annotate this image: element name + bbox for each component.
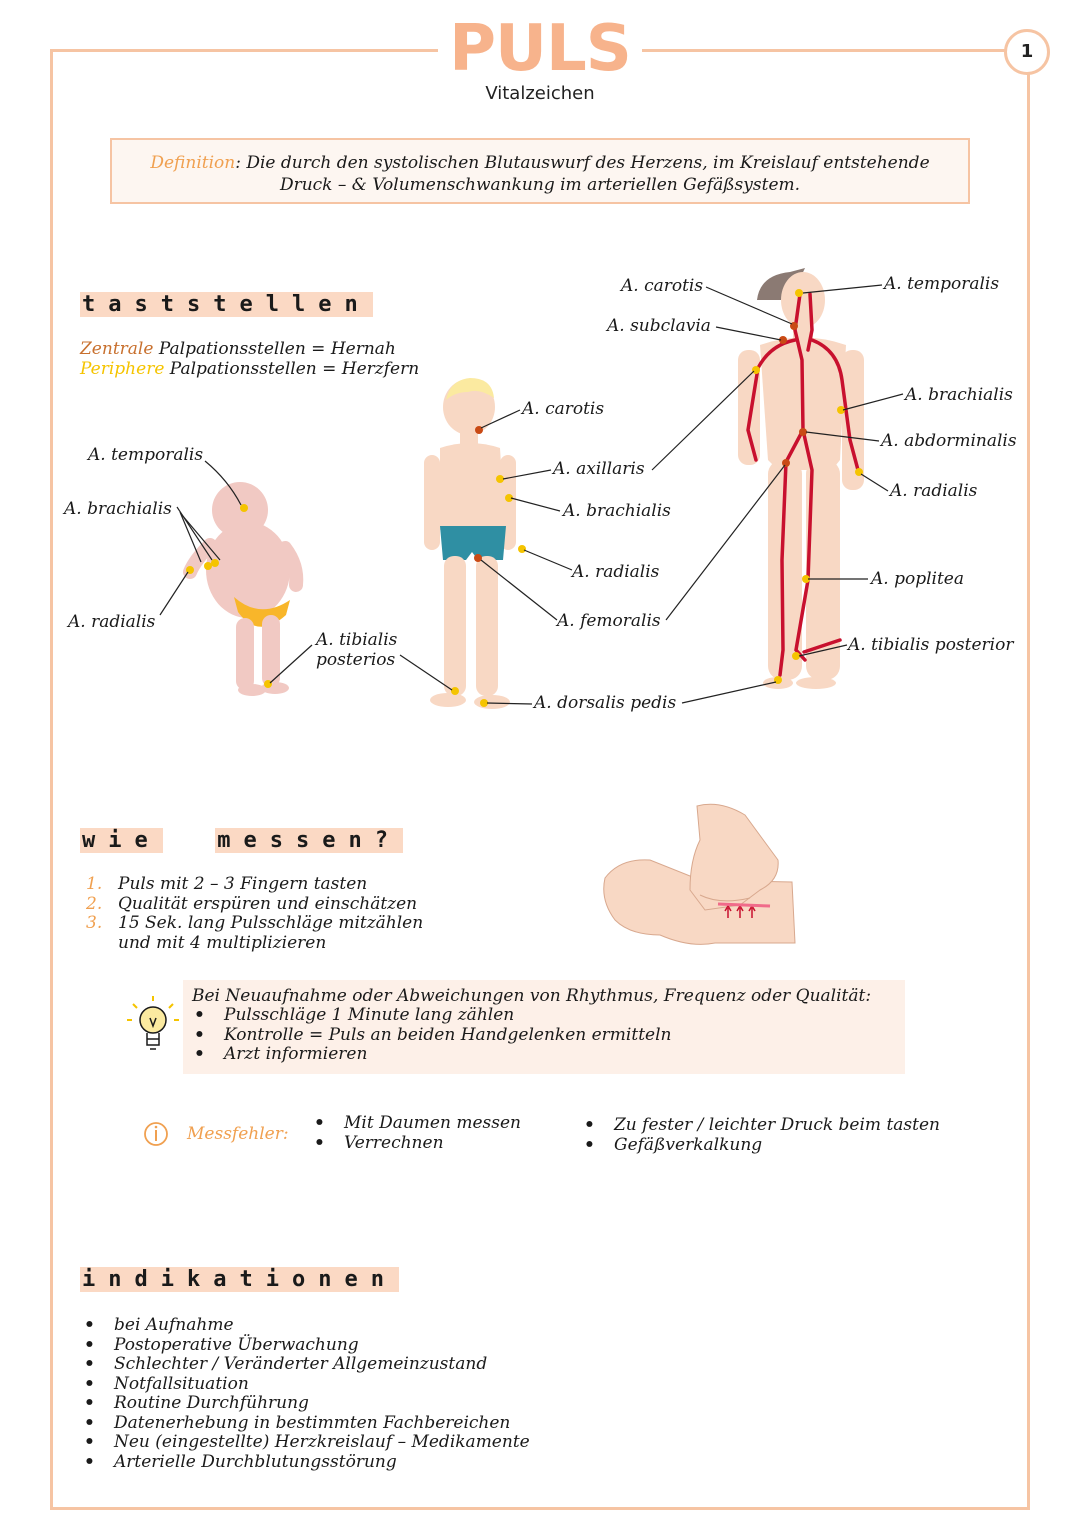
baby-figure: [186, 482, 296, 696]
list-item: • Notfallsituation: [82, 1375, 530, 1395]
messfehler-list-col1: [312, 1114, 521, 1153]
tip-intro: Bei Neuaufnahme oder Abweichungen von Rhythmus, Frequenz oder Qualität:: [192, 986, 872, 1006]
adult-label-abdorminalis: A. abdorminalis: [881, 431, 1017, 451]
adult-label-brachialis: A. brachialis: [905, 385, 1013, 405]
list-item: • Gefäßverkalkung: [582, 1136, 940, 1156]
list-item: • Zu fester / leichter Druck beim tasten: [582, 1116, 940, 1136]
indikationen-list: [82, 1316, 530, 1472]
child-label-dorsalis-pedis: A. dorsalis pedis: [534, 693, 677, 713]
definition-text-line2: Druck – & Volumenschwankung im arteriellen Gefäßsystem.: [279, 175, 801, 195]
baby-label-temporalis: A. temporalis: [88, 445, 204, 465]
lightbulb-icon: [127, 996, 179, 1049]
zentral-palpation-line: Zentrale Palpationsstellen = Hernah: [80, 339, 396, 359]
adult-label-radialis: A. radialis: [890, 481, 978, 501]
list-item: und mit 4 multiplizieren: [118, 932, 327, 953]
list-item: 1. Puls mit 2 – 3 Fingern tasten: [86, 874, 368, 894]
measure-steps-list: [86, 875, 423, 953]
adult-label-temporalis: A. temporalis: [884, 274, 1000, 294]
baby-label-tibialis: A. tibialis posterios: [316, 630, 398, 670]
list-item: • Schlechter / Veränderter Allgemeinzustand: [82, 1355, 530, 1375]
list-item: • Mit Daumen messen: [312, 1114, 521, 1134]
baby-label-radialis: A. radialis: [68, 612, 156, 632]
page-title: PULS: [449, 12, 631, 86]
page-subtitle: Vitalzeichen: [485, 83, 595, 104]
list-item: • Arterielle Durchblutungsstörung: [82, 1453, 530, 1473]
section-title-wie-messen: wie messen?: [82, 828, 401, 853]
list-item: • bei Aufnahme: [82, 1316, 530, 1336]
list-item: • Datenerhebung in bestimmten Fachbereichen: [82, 1414, 530, 1434]
list-item: • Neu (eingestellte) Herzkreislauf – Medikamente: [82, 1433, 530, 1453]
adult-label-carotis: A. carotis: [621, 276, 704, 296]
section-title-indikationen: indikationen: [82, 1267, 397, 1292]
adult-figure: [738, 268, 864, 689]
child-label-brachialis: A. brachialis: [563, 501, 671, 521]
list-item: • Pulsschläge 1 Minute lang zählen: [192, 1006, 671, 1026]
list-item: • Postoperative Überwachung: [82, 1336, 530, 1356]
list-item: • Routine Durchführung: [82, 1394, 530, 1414]
adult-label-poplitea: A. poplitea: [871, 569, 964, 589]
info-icon: [145, 1123, 167, 1145]
child-figure: [424, 378, 526, 709]
messfehler-list-col2: [582, 1116, 940, 1155]
definition-term: Definition: [150, 153, 236, 173]
child-label-femoralis: A. femoralis: [557, 611, 661, 631]
list-item: 3. 15 Sek. lang Pulsschläge mitzählen: [86, 913, 424, 933]
list-item: • Kontrolle = Puls an beiden Handgelenken ermitteln: [192, 1026, 671, 1046]
page-number-badge: 1: [1004, 29, 1050, 75]
pulse-measuring-hand-illustration: [604, 804, 795, 944]
messfehler-label: Messfehler:: [187, 1124, 289, 1144]
definition-text-line1: : Die durch den systolischen Blutauswurf des Herzens, im Kreislauf entstehende: [235, 153, 930, 173]
peripher-palpation-line: Periphere Palpationsstellen = Herzfern: [80, 359, 420, 379]
child-label-axillaris: A. axillaris: [553, 459, 645, 479]
adult-label-tibialis-posterior: A. tibialis posterior: [848, 635, 1014, 655]
baby-label-brachialis: A. brachialis: [64, 499, 172, 519]
list-item: • Arzt informieren: [192, 1045, 671, 1065]
tip-list: [192, 1006, 671, 1065]
child-label-radialis: A. radialis: [572, 562, 660, 582]
list-item: 2. Qualität erspüren und einschätzen: [86, 893, 418, 914]
section-title-taststellen: taststellen: [82, 292, 371, 317]
child-label-carotis: A. carotis: [522, 399, 605, 419]
list-item: • Verrechnen: [312, 1134, 521, 1154]
adult-label-subclavia: A. subclavia: [607, 316, 711, 336]
